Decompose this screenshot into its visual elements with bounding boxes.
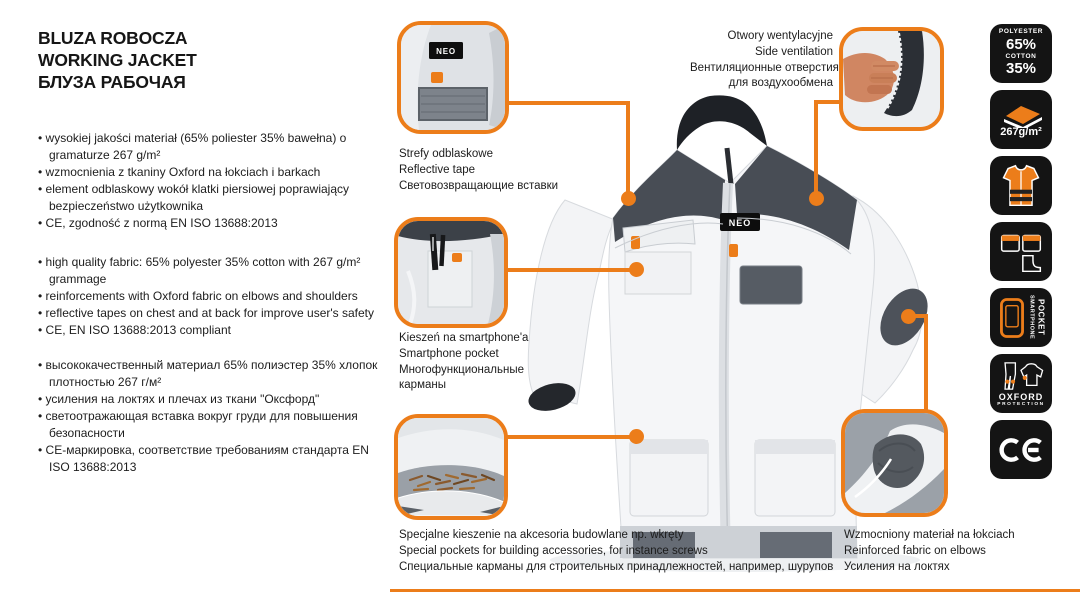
caption-line: Otwory wentylacyjne — [727, 30, 833, 42]
reinforced-elbow-photo — [845, 413, 944, 513]
callout-photo-reinforced-elbow — [841, 409, 948, 517]
caption-line: карманы — [399, 379, 446, 392]
ventilation-photo — [843, 31, 940, 127]
neo-chest-patch — [720, 213, 760, 231]
fabric-sheet-icon — [996, 102, 1046, 128]
connector-line — [814, 100, 818, 196]
oxford-label: OXFORD — [998, 391, 1044, 402]
feature-item: • reinforcements with Oxford fabric on elbows and shoulders — [38, 288, 392, 305]
caption-line: Вентиляционные отверстия — [690, 61, 839, 74]
feature-item: • CE, zgodność z normą EN ISO 13688:2013 — [38, 215, 392, 232]
caption-line: Reflective tape — [399, 163, 476, 176]
feature-list-polish — [38, 130, 392, 232]
caption-line: Многофункциональные — [399, 363, 524, 376]
caption-line: Wzmocniony materiał na łokciach — [844, 529, 1015, 541]
feature-item: • усиления на локтях и плечах из ткани "Оксфорд" — [38, 391, 392, 408]
caption-line: Smartphone pocket — [399, 347, 499, 360]
smartphone-label: SMARTPHONE — [1028, 295, 1035, 340]
feature-item: • element odblaskowy wokół klatki piersiowej poprawiający bezpieczeństwo użytkownika — [38, 181, 392, 215]
composition-value: 65% — [1005, 35, 1037, 53]
feature-item: • reflective tapes on chest and at back for improve user's safety — [38, 305, 392, 322]
vest-icon — [998, 163, 1044, 209]
oxford-label: PROTECTION — [997, 401, 1045, 407]
caption-ventilation — [690, 29, 839, 92]
ce-mark-icon — [998, 428, 1044, 472]
spec-icon-oxford-protection — [990, 354, 1052, 413]
caption-line: Special pockets for building accessories, for instance screws — [399, 544, 708, 557]
composition-label: POLYESTER — [998, 28, 1044, 35]
spec-icon-column — [990, 24, 1052, 479]
feature-list-english — [38, 254, 392, 339]
title-line-pl: BLUZA ROBOCZA — [38, 28, 188, 48]
feature-item: • wysokiej jakości materiał (65% poliester 35% bawełna) o gramaturze 267 g/m² — [38, 130, 392, 164]
feature-list-russian — [38, 357, 392, 476]
caption-line: Side ventilation — [755, 45, 833, 58]
caption-line: Kieszeń na smartphone'a — [399, 332, 529, 344]
feature-item: • CE-маркировка, соответствие требованиям стандарта EN ISO 13688:2013 — [38, 442, 392, 476]
caption-line: Усиления на локтях — [844, 560, 950, 573]
feature-item: • wzmocnienia z tkaniny Oxford na łokciach i barkach — [38, 164, 392, 181]
caption-reinforced-elbows — [844, 528, 1015, 575]
caption-line: Световозвращающие вставки — [399, 179, 559, 192]
connector-line — [924, 314, 928, 412]
connector-line — [814, 100, 842, 104]
bottom-rule — [390, 589, 1080, 592]
pockets-icon — [998, 229, 1044, 275]
spec-icon-reflective-vest — [990, 156, 1052, 215]
connector-line — [508, 101, 630, 105]
smartphone-pocket-photo — [398, 221, 504, 324]
connector-line — [507, 268, 635, 272]
caption-line: Strefy odblaskowe — [399, 148, 493, 160]
composition-label: COTTON — [1005, 52, 1037, 60]
connector-dot — [809, 191, 824, 206]
spec-icon-smartphone-pocket — [990, 288, 1052, 347]
callout-photo-reflective-tape — [397, 21, 509, 134]
callout-photo-smartphone-pocket — [394, 217, 508, 328]
neo-logo-text: NEO — [728, 218, 752, 228]
title-line-en: WORKING JACKET — [38, 50, 197, 70]
composition-value: 35% — [1005, 60, 1037, 77]
smartphone-label: POCKET — [1036, 299, 1046, 336]
caption-smartphone-pocket — [399, 331, 528, 394]
spec-icon-material-composition — [990, 24, 1052, 83]
caption-reflective-tape — [399, 147, 558, 194]
feature-item: • светоотражающая вставка вокруг груди для повышения безопасности — [38, 408, 392, 442]
feature-item: • высококачественный материал 65% полиэстер 35% хлопок плотностью 267 г/м² — [38, 357, 392, 391]
screw-pockets-photo — [398, 418, 504, 516]
callout-photo-screw-pockets — [394, 414, 508, 520]
reflective-tape-photo — [401, 25, 505, 130]
smartphone-icon — [997, 296, 1027, 340]
caption-line: Специальные карманы для строительных принадлежностей, например, шурупов — [399, 560, 834, 573]
connector-dot — [629, 429, 644, 444]
oxford-garments-icon — [997, 361, 1045, 391]
connector-dot — [629, 262, 644, 277]
feature-item: • CE, EN ISO 13688:2013 compliant — [38, 322, 392, 339]
connector-dot — [621, 191, 636, 206]
title-line-ru: БЛУЗА РАБОЧАЯ — [38, 72, 186, 92]
caption-line: Reinforced fabric on elbows — [844, 544, 986, 557]
page-title — [38, 27, 197, 93]
caption-line: Specjalne kieszenie na akcesoria budowlane np. wkręty — [399, 529, 684, 541]
callout-photo-ventilation — [839, 27, 944, 131]
caption-building-pockets — [399, 528, 833, 575]
spec-icon-ce-mark — [990, 420, 1052, 479]
connector-line — [507, 435, 635, 439]
spec-icon-grammage — [990, 90, 1052, 149]
spec-icon-pockets — [990, 222, 1052, 281]
neo-logo-text: NEO — [436, 47, 456, 56]
grammage-value: 267g/m² — [1000, 125, 1042, 138]
feature-item: • high quality fabric: 65% polyester 35% cotton with 267 g/m² grammage — [38, 254, 392, 288]
connector-line — [626, 101, 630, 197]
caption-line: для воздухообмена — [728, 77, 833, 90]
